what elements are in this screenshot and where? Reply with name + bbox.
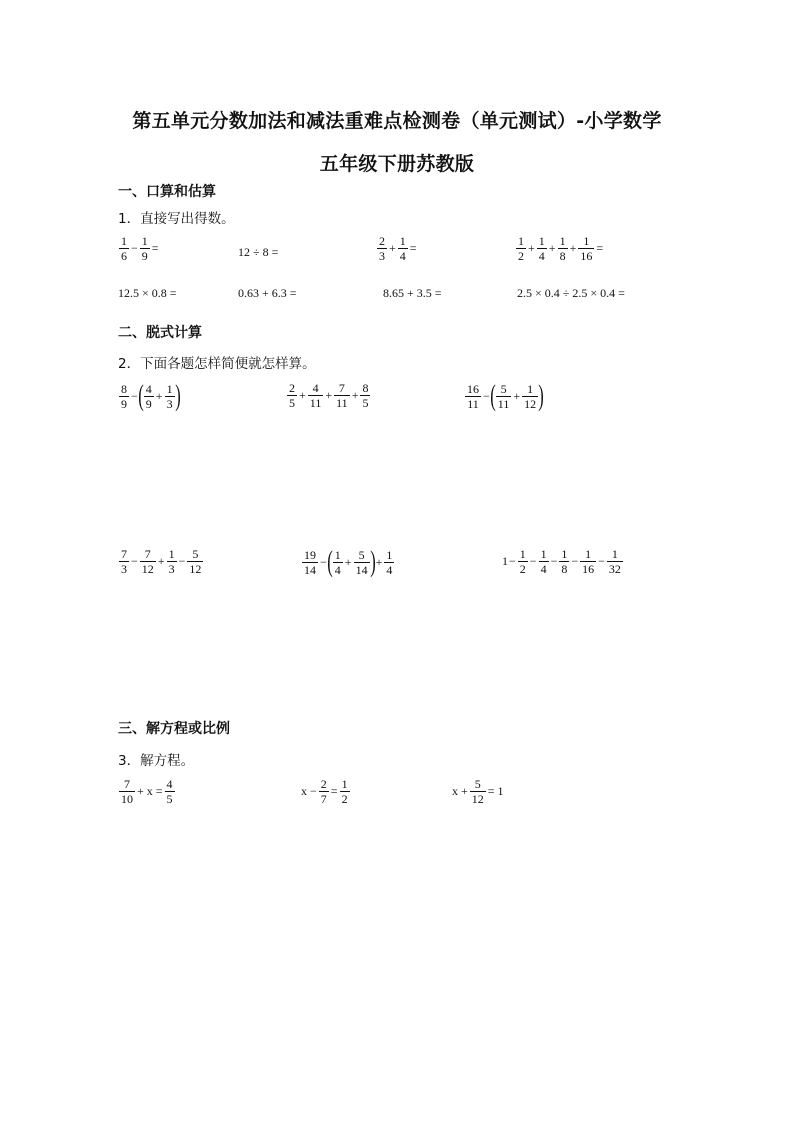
s1-r2-expression-1: 12.5 × 0.8 = — [118, 286, 177, 300]
section-heading-equations: 三、解方程或比例 — [118, 721, 230, 737]
s2-r1-expression-1: $\frac{8}{9}$ − ( $\frac{4}{9}$ + $\frac{1}{3}$ ) — [121, 379, 181, 412]
s3-equation-1: $\frac{7}{10}$ + x = $\frac{4}{5}$ — [121, 777, 173, 806]
page-title-line1: 第五单元分数加法和减法重难点检测卷（单元测试）-小学数学 — [132, 110, 662, 132]
s1-r1-expression-3: $\frac{2}{3}$ + $\frac{1}{4}$ = — [379, 234, 417, 263]
s1-r1-expression-1: $\frac{1}{6}$ − $\frac{1}{9}$ = — [121, 234, 159, 263]
question-1-prompt: 1．直接写出得数。 — [118, 211, 235, 227]
question-3-prompt: 3．解方程。 — [118, 753, 195, 769]
s1-r2-expression-3: 8.65 + 3.5 = — [383, 286, 442, 300]
s2-r1-expression-3: $\frac{16}{11}$ − ( $\frac{5}{11}$ + $\frac{1}{12}$ ) — [467, 379, 544, 412]
s3-equation-2: x − $\frac{2}{7}$ = $\frac{1}{2}$ — [301, 777, 348, 806]
page-title-line2: 五年级下册苏教版 — [319, 153, 475, 175]
question-2-prompt: 2．下面各题怎样简便就怎样算。 — [118, 356, 316, 372]
section-heading-mental-math: 一、口算和估算 — [118, 184, 216, 200]
s1-r2-expression-2: 0.63 + 6.3 = — [238, 286, 297, 300]
s1-r1-expression-4: $\frac{1}{2}$ + $\frac{1}{4}$ + $\frac{1}{8}$ + $\frac{1}{16}$ = — [518, 234, 604, 263]
s1-r1-expression-2: 12 ÷ 8 = — [238, 245, 279, 259]
s2-r2-expression-3: 1 − $\frac{1}{2}$ − $\frac{1}{4}$ − $\frac{1}{8}$ − $\frac{1}{16}$ − $\frac{1}{32}$ — [502, 547, 621, 576]
s2-r2-expression-2: $\frac{19}{14}$ − ( $\frac{1}{4}$ + $\frac{5}{14}$ ) + $\frac{1}{4}$ — [304, 545, 393, 578]
s2-r2-expression-1: $\frac{7}{3}$ − $\frac{7}{12}$ + $\frac{1}{3}$ − $\frac{5}{12}$ — [121, 547, 202, 576]
section-heading-stepwise-calculation: 二、脱式计算 — [118, 325, 202, 341]
s2-r1-expression-2: $\frac{2}{5}$ + $\frac{4}{11}$ + $\frac{7}{11}$ + $\frac{8}{5}$ — [289, 381, 369, 410]
s3-equation-3: x + $\frac{5}{12}$ = 1 — [452, 777, 504, 806]
s1-r2-expression-4: 2.5 × 0.4 ÷ 2.5 × 0.4 = — [517, 286, 625, 300]
